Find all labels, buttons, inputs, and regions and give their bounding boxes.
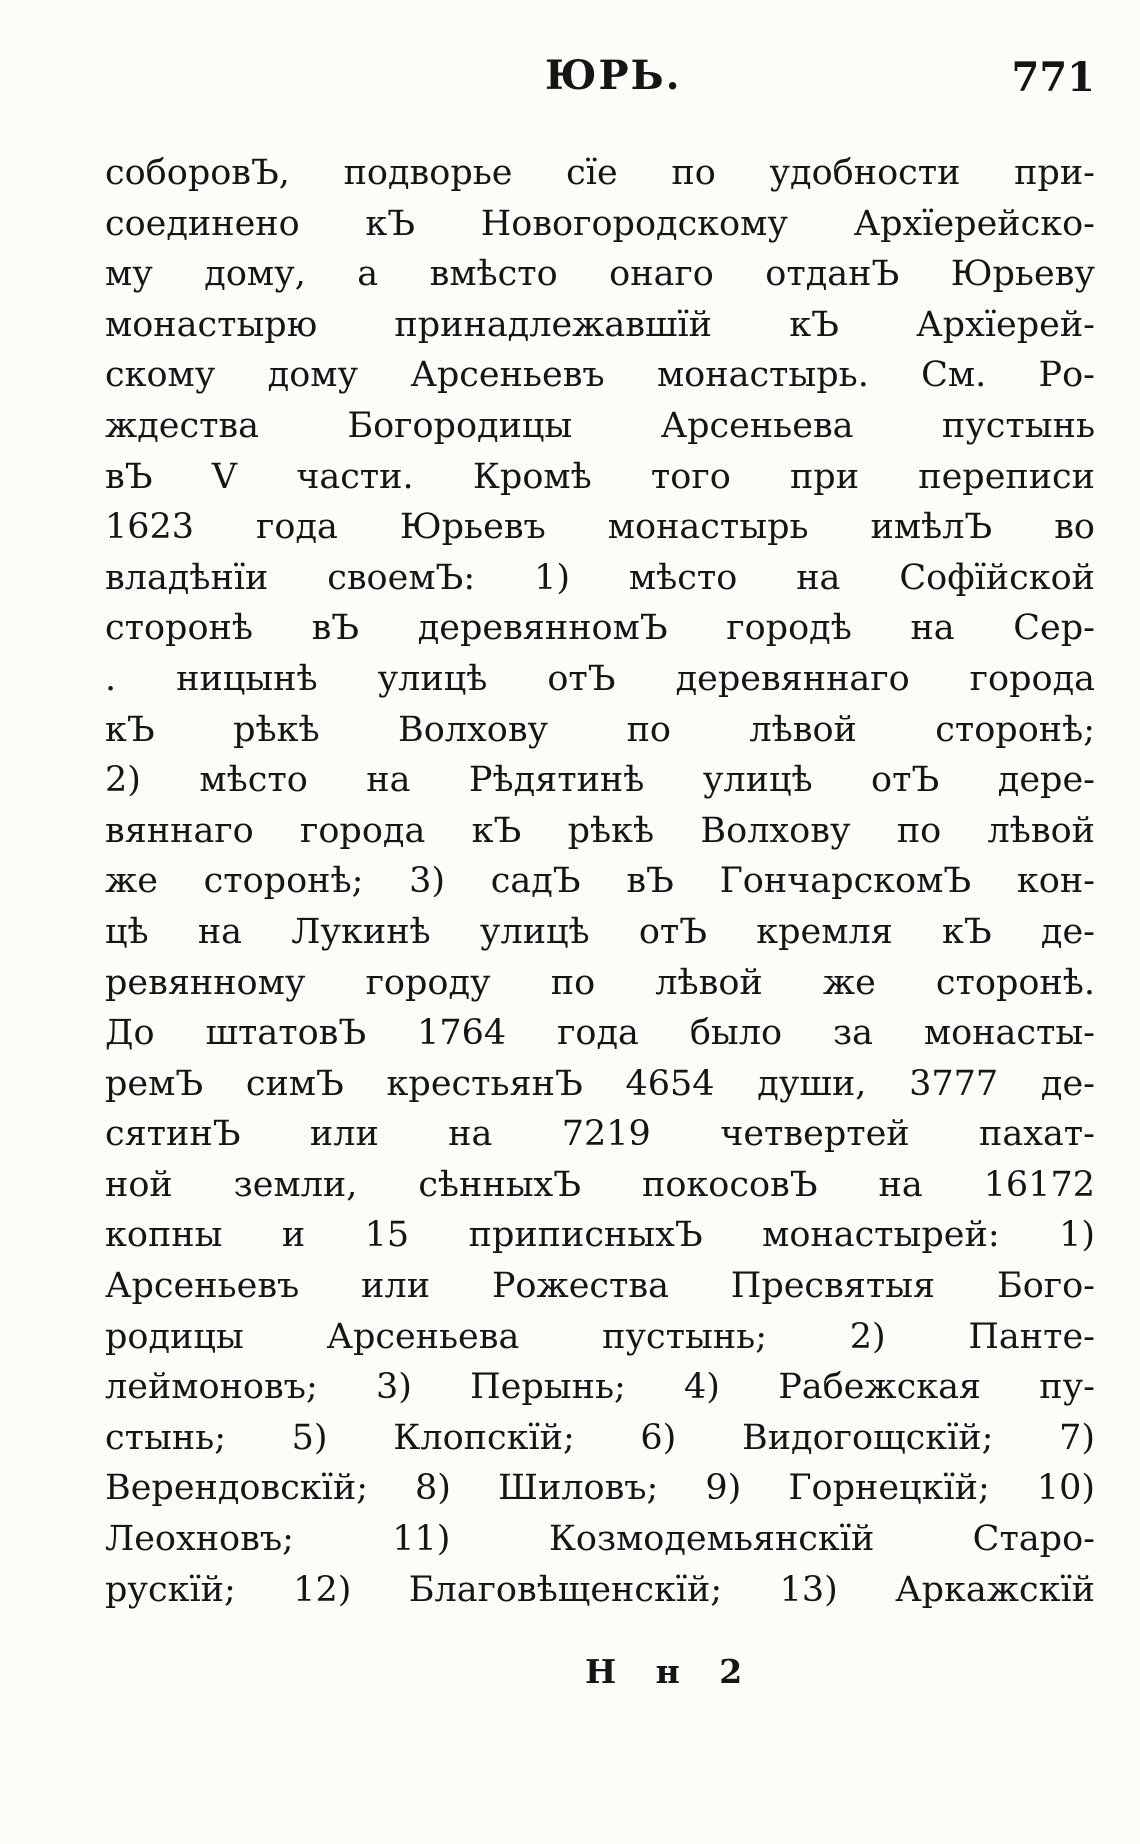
text-line: . ницынѣ улицѣ отЪ деревяннаго города — [105, 658, 1095, 699]
text-line: Арсеньевъ или Рожества Пресвятыя Бого- — [105, 1266, 1095, 1307]
text-line: До штатовЪ 1764 года было за монасты- — [105, 1013, 1095, 1054]
text-line: копны и 15 приписныхЪ монастырей: 1) — [105, 1215, 1095, 1256]
text-line: Леохновъ; 11) Козмодемьянскїй Старо- — [105, 1519, 1095, 1560]
text-line: ремЪ симЪ крестьянЪ 4654 души, 3777 де- — [105, 1063, 1095, 1104]
text-line: цѣ на Лукинѣ улицѣ отЪ кремля кЪ де- — [105, 911, 1095, 952]
text-line: рускїй; 12) Благовѣщенскїй; 13) Аркажскїй — [105, 1569, 1095, 1610]
text-line: ждества Богородицы Арсеньева пустынь — [105, 405, 1095, 446]
text-line: родицы Арсеньева пустынь; 2) Панте- — [105, 1316, 1095, 1357]
text-line: соборовЪ, подворье сїе по удобности при- — [105, 153, 1095, 193]
text-line: стынь; 5) Клопскїй; 6) Видогощскїй; 7) — [105, 1417, 1095, 1458]
text-line: монастырю принадлежавшїй кЪ Архїерей- — [105, 304, 1095, 345]
text-line: владѣнїи своемЪ: 1) мѣсто на Софїйской — [105, 557, 1095, 598]
text-line: 1623 года Юрьевъ монастырь имѣлЪ во — [105, 507, 1095, 548]
page-header — [105, 52, 1105, 112]
running-head: ЮРЬ. — [545, 52, 682, 99]
text-line: кЪ рѣкѣ Волхову по лѣвой сторонѣ; — [105, 709, 1095, 750]
text-line: му дому, а вмѣсто онаго отданЪ Юрьеву — [105, 254, 1095, 295]
text-line: вяннаго города кЪ рѣкѣ Волхову по лѣвой — [105, 810, 1095, 851]
text-line: сторонѣ вЪ деревянномЪ городѣ на Сер- — [105, 608, 1095, 649]
text-line: соединено кЪ Новогородскому Архїерейско- — [105, 203, 1095, 244]
text-line: скому дому Арсеньевъ монастырь. См. Ро- — [105, 355, 1095, 396]
text-line: Верендовскїй; 8) Шиловъ; 9) Горнецкїй; 10) — [105, 1468, 1095, 1509]
page-number: 771 — [1011, 54, 1095, 101]
text-line: леймоновъ; 3) Перынь; 4) Рабежская пу- — [105, 1367, 1095, 1408]
text-line: сятинЪ или на 7219 четвертей пахат- — [105, 1114, 1095, 1155]
body-text — [105, 148, 1095, 1615]
text-line: 2) мѣсто на Рѣдятинѣ улицѣ отЪ дере- — [105, 760, 1095, 801]
text-line: вЪ V части. Кромѣ того при переписи — [105, 456, 1095, 497]
text-line: ревянному городу по лѣвой же сторонѣ. — [105, 962, 1095, 1003]
catchword-signature: Н н 2 — [585, 1652, 757, 1691]
text-line: же сторонѣ; 3) садЪ вЪ ГончарскомЪ кон- — [105, 861, 1095, 902]
text-line: ной земли, сѣнныхЪ покосовЪ на 16172 — [105, 1164, 1095, 1205]
